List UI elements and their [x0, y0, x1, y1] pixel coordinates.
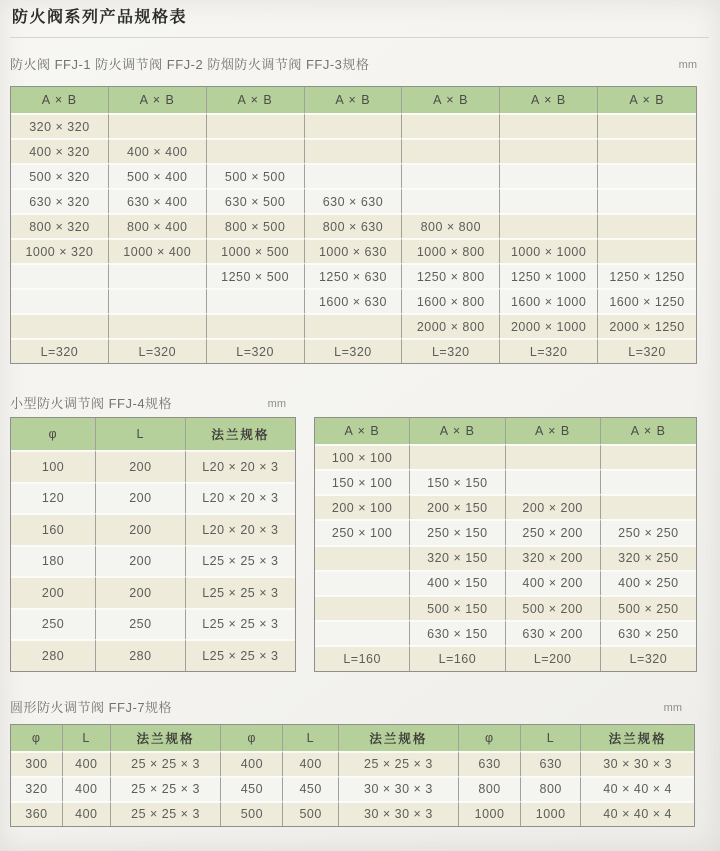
header-cell: φ	[221, 725, 283, 751]
empty-cell	[601, 494, 696, 519]
empty-cell	[11, 313, 109, 338]
table-cell: 1000 × 630	[305, 238, 403, 263]
empty-cell	[315, 570, 410, 595]
empty-cell	[11, 288, 109, 313]
table-cell: 25 × 25 × 3	[339, 751, 459, 776]
table-cell: L=320	[305, 338, 403, 363]
empty-cell	[598, 138, 696, 163]
table-cell: 2000 × 800	[402, 313, 500, 338]
table-row	[315, 444, 696, 469]
table-cell: 800 × 320	[11, 213, 109, 238]
table-cell: 1000 × 400	[109, 238, 207, 263]
table-cell: 400	[63, 751, 111, 776]
empty-cell	[500, 188, 598, 213]
table-cell: 30 × 30 × 3	[339, 801, 459, 826]
header-cell: 法兰规格	[186, 418, 295, 450]
table-row	[315, 469, 696, 494]
empty-cell	[109, 313, 207, 338]
table-header-row	[11, 725, 694, 751]
empty-cell	[11, 263, 109, 288]
ffj7-spec-table	[10, 724, 695, 827]
table-cell: 400	[63, 776, 111, 801]
empty-cell	[305, 138, 403, 163]
table-row	[315, 519, 696, 544]
table-cell: L=200	[506, 645, 601, 670]
table-cell: L=320	[601, 645, 696, 670]
table-cell: 1600 × 1250	[598, 288, 696, 313]
empty-cell	[598, 163, 696, 188]
table-cell: 25 × 25 × 3	[111, 801, 222, 826]
table-cell: 250	[11, 608, 96, 640]
table-cell: 630 × 630	[305, 188, 403, 213]
table-cell: 630 × 320	[11, 188, 109, 213]
header-cell: A × B	[109, 87, 207, 113]
table-header-row	[315, 418, 696, 444]
empty-cell	[506, 469, 601, 494]
table-cell: 400 × 200	[506, 570, 601, 595]
empty-cell	[402, 138, 500, 163]
table-cell: 450	[283, 776, 338, 801]
empty-cell	[305, 313, 403, 338]
table-cell: 200	[96, 545, 185, 577]
table-row	[11, 639, 295, 671]
empty-cell	[305, 113, 403, 138]
table-cell: 800 × 630	[305, 213, 403, 238]
empty-cell	[500, 163, 598, 188]
table-cell: 300	[11, 751, 63, 776]
header-cell: A × B	[305, 87, 403, 113]
table-cell: 320 × 200	[506, 545, 601, 570]
section1-label: 防火阀 FFJ-1 防火调节阀 FFJ-2 防烟防火调节阀 FFJ-3规格	[10, 57, 370, 72]
table-cell: L=320	[500, 338, 598, 363]
header-cell: A × B	[402, 87, 500, 113]
table-cell: 800 × 800	[402, 213, 500, 238]
empty-cell	[315, 545, 410, 570]
header-cell: φ	[11, 725, 63, 751]
section1-unit-label: mm	[678, 59, 697, 71]
table-cell: 360	[11, 801, 63, 826]
empty-cell	[601, 469, 696, 494]
table-cell: 160	[11, 513, 96, 545]
empty-cell	[402, 163, 500, 188]
section3-label: 圆形防火调节阀 FFJ-7规格	[10, 699, 173, 715]
table-cell: L25 × 25 × 3	[186, 639, 295, 671]
table-row	[315, 595, 696, 620]
header-cell: L	[521, 725, 581, 751]
section2-header	[10, 396, 286, 412]
empty-cell	[207, 138, 305, 163]
table-cell: 40 × 40 × 4	[581, 776, 694, 801]
table-cell: 630 × 500	[207, 188, 305, 213]
header-cell: φ	[11, 418, 96, 450]
table-row	[11, 288, 696, 313]
table-cell: 630 × 400	[109, 188, 207, 213]
table-cell: L20 × 20 × 3	[186, 450, 295, 482]
header-cell: A × B	[506, 418, 601, 444]
table-cell: 25 × 25 × 3	[111, 776, 222, 801]
table-cell: 200 × 150	[410, 494, 505, 519]
table-cell: L=320	[109, 338, 207, 363]
header-cell: A × B	[11, 87, 109, 113]
table-cell: 1600 × 1000	[500, 288, 598, 313]
table-cell: 250 × 150	[410, 519, 505, 544]
table-cell: 630 × 250	[601, 620, 696, 645]
table-row	[315, 645, 696, 670]
empty-cell	[500, 213, 598, 238]
table-cell: L20 × 20 × 3	[186, 482, 295, 514]
table-cell: L25 × 25 × 3	[186, 545, 295, 577]
empty-cell	[500, 113, 598, 138]
table-row	[11, 513, 295, 545]
empty-cell	[601, 444, 696, 469]
table-cell: 200	[96, 513, 185, 545]
table-cell: L=320	[207, 338, 305, 363]
table-cell: 200 × 100	[315, 494, 410, 519]
table-cell: 500 × 500	[207, 163, 305, 188]
section2-unit-label: mm	[267, 398, 286, 410]
empty-cell	[207, 288, 305, 313]
ffj1-2-3-spec-table	[10, 86, 697, 364]
header-cell: 法兰规格	[581, 725, 694, 751]
table-row	[11, 338, 696, 363]
header-cell: A × B	[601, 418, 696, 444]
table-cell: 180	[11, 545, 96, 577]
empty-cell	[410, 444, 505, 469]
table-cell: 150 × 100	[315, 469, 410, 494]
table-cell: 2000 × 1000	[500, 313, 598, 338]
table-cell: 400 × 150	[410, 570, 505, 595]
table-row	[11, 138, 696, 163]
empty-cell	[315, 595, 410, 620]
table-row	[315, 570, 696, 595]
table-row	[11, 163, 696, 188]
table-cell: 320 × 150	[410, 545, 505, 570]
header-cell: L	[63, 725, 111, 751]
table-cell: 25 × 25 × 3	[111, 751, 222, 776]
table-cell: 280	[11, 639, 96, 671]
table-cell: 250 × 100	[315, 519, 410, 544]
table-cell: 400	[283, 751, 338, 776]
table-header-row	[11, 418, 295, 450]
table-row	[11, 482, 295, 514]
table-cell: 200 × 200	[506, 494, 601, 519]
table-row	[11, 576, 295, 608]
table-row	[315, 545, 696, 570]
header-cell: L	[96, 418, 185, 450]
table-cell: 1600 × 800	[402, 288, 500, 313]
table-cell: 30 × 30 × 3	[581, 751, 694, 776]
table-cell: 630	[459, 751, 521, 776]
table-cell: 120	[11, 482, 96, 514]
table-cell: 250 × 200	[506, 519, 601, 544]
table-cell: 500 × 320	[11, 163, 109, 188]
table-cell: L20 × 20 × 3	[186, 513, 295, 545]
empty-cell	[402, 188, 500, 213]
table-cell: 400 × 250	[601, 570, 696, 595]
table-cell: 1250 × 500	[207, 263, 305, 288]
table-cell: 1250 × 1000	[500, 263, 598, 288]
table-cell: 800	[521, 776, 581, 801]
table-cell: 320	[11, 776, 63, 801]
empty-cell	[207, 313, 305, 338]
section3-unit-label: mm	[663, 701, 682, 714]
table-row	[11, 213, 696, 238]
header-cell: A × B	[315, 418, 410, 444]
empty-cell	[506, 444, 601, 469]
table-cell: 200	[11, 576, 96, 608]
table-cell: 400 × 320	[11, 138, 109, 163]
table-cell: 500 × 200	[506, 595, 601, 620]
table-cell: 100	[11, 450, 96, 482]
table-cell: 1000	[459, 801, 521, 826]
ffj4-phi-spec-table	[10, 417, 296, 672]
title-divider	[10, 37, 709, 38]
header-cell: A × B	[207, 87, 305, 113]
header-cell: A × B	[500, 87, 598, 113]
table-cell: 630 × 200	[506, 620, 601, 645]
table-cell: L=320	[11, 338, 109, 363]
empty-cell	[598, 188, 696, 213]
table-cell: 400 × 400	[109, 138, 207, 163]
table-cell: 1000 × 1000	[500, 238, 598, 263]
table-cell: L=160	[410, 645, 505, 670]
table-cell: 800 × 400	[109, 213, 207, 238]
table-cell: 150 × 150	[410, 469, 505, 494]
section2-label: 小型防火调节阀 FFJ-4规格	[10, 396, 173, 411]
table-row	[11, 776, 694, 801]
header-cell: A × B	[410, 418, 505, 444]
empty-cell	[305, 163, 403, 188]
table-cell: 100 × 100	[315, 444, 410, 469]
table-row	[11, 608, 295, 640]
table-cell: 500 × 150	[410, 595, 505, 620]
table-row	[11, 313, 696, 338]
table-cell: 500 × 400	[109, 163, 207, 188]
table-cell: L=160	[315, 645, 410, 670]
ffj4-axb-spec-table	[314, 417, 697, 672]
empty-cell	[500, 138, 598, 163]
page-title: 防火阀系列产品规格表	[12, 9, 188, 26]
header-cell: 法兰规格	[339, 725, 459, 751]
empty-cell	[109, 263, 207, 288]
empty-cell	[109, 113, 207, 138]
table-cell: 40 × 40 × 4	[581, 801, 694, 826]
table-cell: 1000	[521, 801, 581, 826]
table-cell: 200	[96, 450, 185, 482]
header-cell: L	[283, 725, 338, 751]
table-cell: 800	[459, 776, 521, 801]
section1-header	[10, 57, 697, 73]
table-row	[11, 450, 295, 482]
empty-cell	[109, 288, 207, 313]
table-cell: 1000 × 320	[11, 238, 109, 263]
table-row	[11, 545, 295, 577]
empty-cell	[207, 113, 305, 138]
table-row	[11, 238, 696, 263]
section3-header	[10, 700, 682, 716]
table-cell: 400	[63, 801, 111, 826]
table-row	[11, 113, 696, 138]
table-cell: 1000 × 800	[402, 238, 500, 263]
table-cell: 630	[521, 751, 581, 776]
table-row	[315, 494, 696, 519]
table-cell: 1600 × 630	[305, 288, 403, 313]
empty-cell	[402, 113, 500, 138]
table-cell: 400	[221, 751, 283, 776]
table-cell: 200	[96, 482, 185, 514]
table-cell: 1250 × 800	[402, 263, 500, 288]
table-cell: 200	[96, 576, 185, 608]
table-cell: 280	[96, 639, 185, 671]
table-row	[11, 188, 696, 213]
empty-cell	[598, 213, 696, 238]
table-cell: 800 × 500	[207, 213, 305, 238]
table-header-row	[11, 87, 696, 113]
table-cell: L25 × 25 × 3	[186, 608, 295, 640]
table-cell: 500	[283, 801, 338, 826]
table-cell: 1000 × 500	[207, 238, 305, 263]
table-cell: 1250 × 630	[305, 263, 403, 288]
table-cell: 320 × 250	[601, 545, 696, 570]
empty-cell	[315, 620, 410, 645]
table-cell: 30 × 30 × 3	[339, 776, 459, 801]
table-row	[11, 751, 694, 776]
table-cell: 500 × 250	[601, 595, 696, 620]
table-cell: 450	[221, 776, 283, 801]
table-cell: L25 × 25 × 3	[186, 576, 295, 608]
header-cell: φ	[459, 725, 521, 751]
table-cell: L=320	[598, 338, 696, 363]
header-cell: 法兰规格	[111, 725, 222, 751]
table-cell: L=320	[402, 338, 500, 363]
table-cell: 320 × 320	[11, 113, 109, 138]
table-row	[315, 620, 696, 645]
empty-cell	[598, 113, 696, 138]
table-row	[11, 801, 694, 826]
section2-tables	[10, 417, 697, 672]
table-cell: 1250 × 1250	[598, 263, 696, 288]
table-cell: 250 × 250	[601, 519, 696, 544]
table-cell: 250	[96, 608, 185, 640]
table-cell: 630 × 150	[410, 620, 505, 645]
table-cell: 500	[221, 801, 283, 826]
header-cell: A × B	[598, 87, 696, 113]
empty-cell	[598, 238, 696, 263]
table-cell: 2000 × 1250	[598, 313, 696, 338]
table-row	[11, 263, 696, 288]
